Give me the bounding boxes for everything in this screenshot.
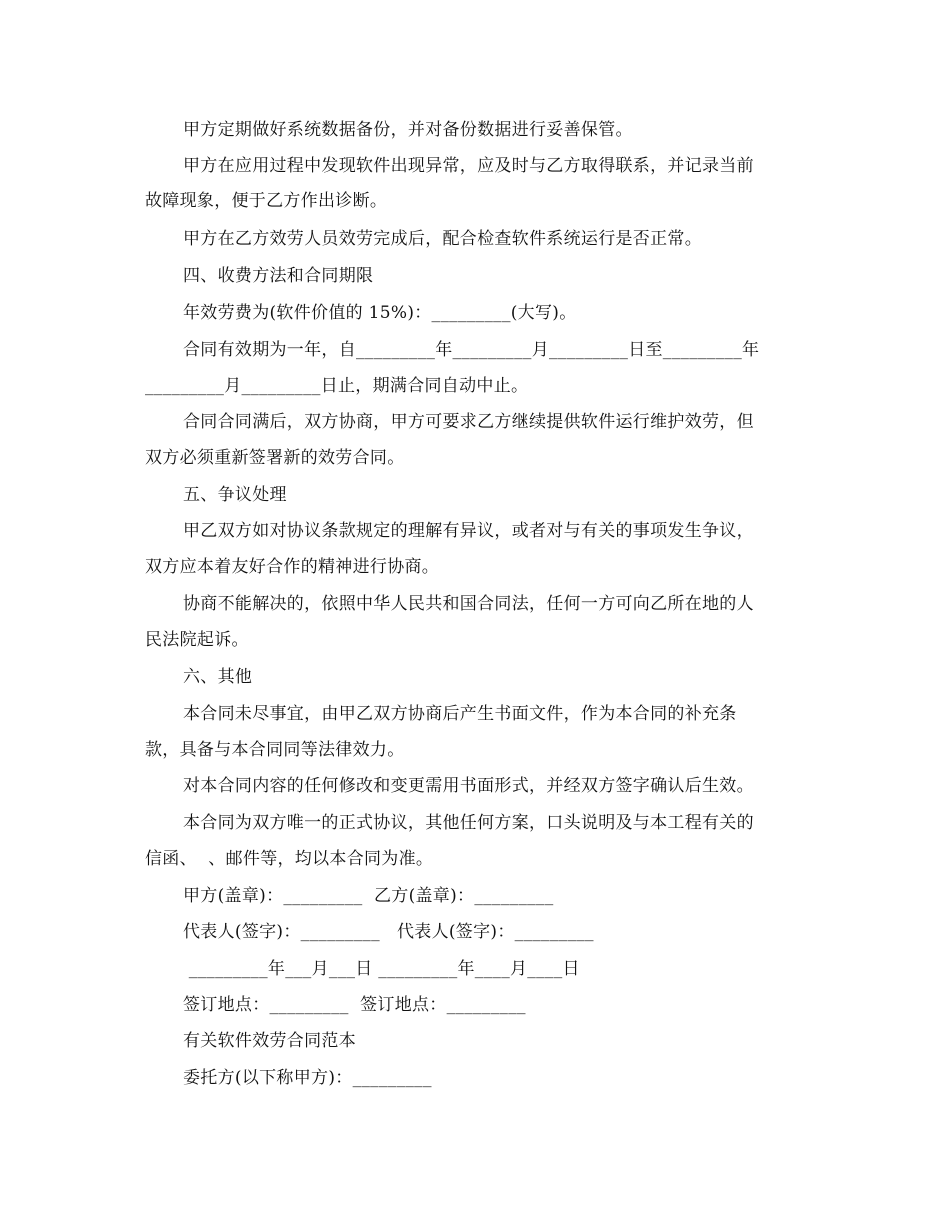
paragraph-renewal-line-2: 双方必须重新签署新的效劳合同。 bbox=[145, 448, 405, 468]
paragraph-dispute-line-1: 甲乙双方如对协议条款规定的理解有异议，或者对与有关的事项发生争议， bbox=[183, 521, 754, 541]
paragraph-litigation-line-1: 协商不能解决的，依照中华人民共和国合同法，任何一方可向乙所在地的人 bbox=[183, 594, 754, 614]
paragraph-term-line-1: 合同有效期为一年，自_________年_________月_________日至_________年 bbox=[183, 340, 760, 360]
paragraph-dispute-line-2: 双方应本着友好合作的精神进行协商。 bbox=[145, 557, 440, 577]
paragraph-entire-agreement-line-2: 信函、 、邮件等，均以本合同为准。 bbox=[145, 849, 434, 869]
section-heading-other: 六、其他 bbox=[183, 667, 253, 687]
paragraph-amendment: 对本合同内容的任何修改和变更需用书面形式，并经双方签字确认后生效。 bbox=[183, 776, 754, 796]
signature-representative-line: 代表人(签字)：_________ 代表人(签字)：_________ bbox=[183, 922, 594, 942]
section-heading-dispute: 五、争议处理 bbox=[183, 485, 287, 505]
paragraph-supplement-line-1: 本合同未尽事宜，由甲乙双方协商后产生书面文件，作为本合同的补充条 bbox=[183, 704, 737, 724]
paragraph-3-line-1: 甲方在乙方效劳人员效劳完成后，配合检查软件系统运行是否正常。 bbox=[183, 229, 702, 249]
signature-seal-line: 甲方(盖章)：_________ 乙方(盖章)：_________ bbox=[183, 886, 554, 906]
next-contract-title: 有关软件效劳合同范本 bbox=[183, 1031, 356, 1051]
paragraph-2-line-1: 甲方在应用过程中发现软件出现异常，应及时与乙方取得联系，并记录当前 bbox=[183, 156, 754, 176]
paragraph-term-line-2: _________月_________日止，期满合同自动中止。 bbox=[145, 376, 529, 396]
section-heading-fee: 四、收费方法和合同期限 bbox=[183, 266, 374, 286]
paragraph-1-line-1: 甲方定期做好系统数据备份，并对备份数据进行妥善保管。 bbox=[183, 120, 633, 140]
client-party-line: 委托方(以下称甲方)：_________ bbox=[183, 1068, 432, 1088]
paragraph-entire-agreement-line-1: 本合同为双方唯一的正式协议，其他任何方案，口头说明及与本工程有关的 bbox=[183, 813, 754, 833]
signature-date-line: _________年___月___日 _________年____月____日 bbox=[183, 959, 580, 979]
paragraph-supplement-line-2: 款，具备与本合同同等法律效力。 bbox=[145, 740, 405, 760]
signature-place-line: 签订地点：_________ 签订地点：_________ bbox=[183, 995, 526, 1015]
paragraph-2-line-2: 故障现象，便于乙方作出诊断。 bbox=[145, 191, 388, 211]
paragraph-annual-fee: 年效劳费为(软件价值的 15%)：_________(大写)。 bbox=[183, 303, 577, 323]
paragraph-renewal-line-1: 合同合同满后，双方协商，甲方可要求乙方继续提供软件运行维护效劳，但 bbox=[183, 412, 754, 432]
paragraph-litigation-line-2: 民法院起诉。 bbox=[145, 630, 249, 650]
